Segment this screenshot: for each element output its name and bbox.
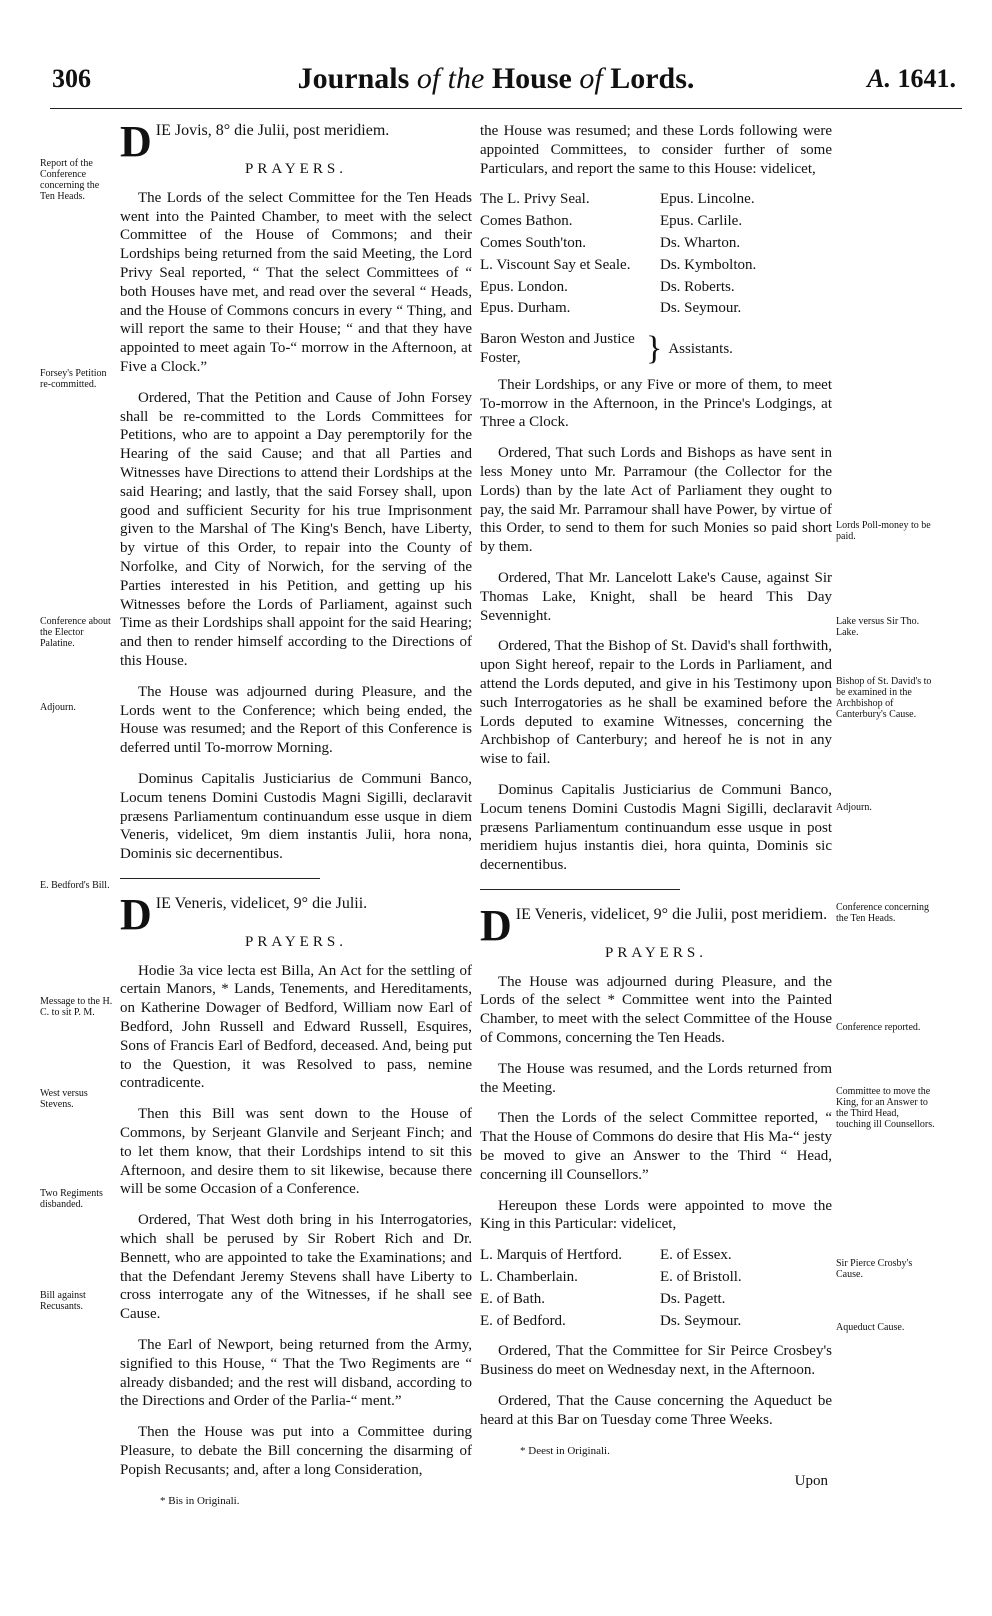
paragraph: Dominus Capitalis Justiciarius de Communi Banco, Locum tenens Domini Custodis Magni Sigilli, declaravit præsens Parliamentum continuandum esse usque in diem Veneris, videlicet, 9m diem instantis Julii, hora nona, Dominis sic decernentibus. [120, 770, 472, 863]
header-rule [50, 108, 962, 109]
mover: L. Chamberlain. [480, 1269, 578, 1286]
committee-member: Ds. Roberts. [660, 278, 735, 295]
margin-note: Report of the Conference concerning the Ten Heads. [40, 158, 100, 202]
paragraph: Their Lordships, or any Five or more of them, to meet To-morrow in the Afternoon, in the Prince's Lodgings, at Three a Clock. [480, 376, 832, 431]
paragraph: Ordered, That West doth bring in his Interrogatories, which shall be perused by Sir Robert Rich and Dr. Bennett, who are appointed to take the Examinations; and that the Defendant Jeremy Stevens shall have Liberty to cross interrogate any of the Witnesses, if he shall see Cause. [120, 1212, 472, 1323]
margin-note: Two Regiments disbanded. [40, 1188, 103, 1210]
committee-member: Epus. Durham. [480, 300, 571, 317]
assistants-names: Baron Weston and Justice Foster, [480, 331, 635, 366]
paragraph: The House was resumed, and the Lords returned from the Meeting. [480, 1060, 832, 1096]
committee-member: Ds. Wharton. [660, 234, 741, 251]
margin-note: Forsey's Petition re-committed. [40, 368, 107, 390]
paragraph: Ordered, That the Cause concerning the Aqueduct be heard at this Bar on Tuesday come Three Weeks. [480, 1393, 832, 1428]
paragraph: Ordered, That the Bishop of St. David's shall forthwith, upon Sight hereof, repair to the Lords in Parliament, and attend the Lords deputed, and give in his Testimony upon such Interrogatories as he shall be examined before the Lords deputed to examine Witnesses, concerning the Archbishop of Canterbury; and hereof he is not in any wise to fail. [480, 638, 832, 768]
page-header [0, 60, 992, 106]
mover: Ds. Seymour. [660, 1312, 742, 1329]
margin-note: Adjourn. [40, 702, 76, 713]
section-heading: D IE Veneris, videlicet, 9° die Julii. [120, 889, 368, 939]
committee-member: Epus. Lincolne. [660, 191, 755, 208]
paragraph: The House was adjourned during Pleasure, and the Lords of the select * Committee went into the Painted Chamber, to meet with the select Committee of the House of Commons, concerning the Ten Heads. [480, 973, 832, 1047]
paragraph: Then this Bill was sent down to the House of Commons, by Serjeant Glanvile and Serjeant Finch; and to let them know, that their Lordships intend to sit this Afternoon, and desire them to sit likewise, because there will be some Occasion of a Conference. [120, 1106, 472, 1198]
section-rule [480, 889, 680, 890]
margin-note: Conference about the Elector Palatine. [40, 616, 111, 649]
committee-member: L. Viscount Say et Seale. [480, 256, 631, 273]
footnote: * Bis in Originali. [160, 1494, 240, 1507]
assistants-label: Assistants. [668, 340, 733, 357]
mover: L. Marquis of Hertford. [480, 1247, 623, 1264]
paragraph: The House was adjourned during Pleasure, and the Lords went to the Conference; which being ended, the House was resumed; and the Report of this Conference is deferred until To-morrow Morning. [120, 683, 472, 757]
paragraph: Ordered, That Mr. Lancelott Lake's Cause, against Sir Thomas Lake, Knight, shall be heard This Day Sevennight. [480, 569, 832, 624]
journal-title: Journals of the House of Lords. [297, 62, 695, 95]
year-label: A. 1641. [867, 64, 956, 93]
brace: } [646, 329, 663, 367]
mover: E. of Bristoll. [660, 1269, 742, 1286]
prayers-heading: PRAYERS. [605, 944, 707, 961]
paragraph: Hereupon these Lords were appointed to move the King in this Particular: videlicet, [480, 1197, 832, 1233]
mover: Ds. Pagett. [660, 1290, 726, 1307]
movers-list [480, 1246, 832, 1330]
paragraph: The Lords of the select Committee for the Ten Heads went into the Painted Chamber, to meet with the select Committee of the House of Commons; and their Lordships being returned from the said Meeting, the Lord Privy Seal reported, “ That the select Committees of “ both Houses have met, and read over the several “ Heads, and the House of Commons concurs in every “ Thing, and will report the same to their House; “ and that they have appointed to meet again To-“ morrow in the Afternoon, at Five a Clock.” [120, 189, 472, 375]
paragraph: Ordered, That such Lords and Bishops as have sent in less Money unto Mr. Parramour (the Collector for the Lords) than by the late Act of Parliament they ought to pay, the said Mr. Parramour shall have Power, by virtue of this Order, to send to them for such Monies so paid short by them. [480, 445, 832, 556]
committee-member: Epus. London. [480, 278, 568, 295]
margin-note: E. Bedford's Bill. [40, 880, 110, 891]
committee-member: The L. Privy Seal. [480, 191, 590, 208]
margin-note: Lords Poll-money to be paid. [836, 520, 931, 542]
margin-note: Conference concerning the Ten Heads. [836, 902, 930, 924]
paragraph: Then the House was put into a Committee during Pleasure, to debate the Bill concerning the disarming of Popish Recusants; and, after a long Consideration, [120, 1424, 472, 1478]
section-heading: D IE Veneris, videlicet, 9° die Julii, post meridiem. [480, 900, 828, 950]
drop-cap: D [480, 900, 512, 950]
margin-note: Bill against Recusants. [40, 1290, 86, 1312]
committee-member: Comes Bathon. [480, 213, 573, 230]
section-rule [120, 878, 320, 879]
committee-member: Epus. Carlile. [660, 213, 743, 230]
paragraph: The Earl of Newport, being returned from the Army, signified to this House, “ That the Two Regiments are “ already disbanded; and the rest will disband, according to the Directions and Order of the Parlia-“ ment.” [120, 1337, 472, 1410]
prayers-heading: PRAYERS. [245, 161, 347, 177]
assistants-group [480, 330, 832, 368]
margin-note: Conference reported. [836, 1022, 921, 1033]
margin-note: Committee to move the King, for an Answer to the Third Head, touching ill Counsellors. [836, 1086, 935, 1130]
mover: E. of Bath. [480, 1290, 545, 1307]
margin-note: Lake versus Sir Tho. Lake. [836, 616, 920, 638]
section-heading: D IE Jovis, 8° die Julii, post meridiem. [120, 117, 390, 166]
paragraph: Dominus Capitalis Justiciarius de Communi Banco, Locum tenens Domini Custodis Magni Sigilli, declaravit præsens Parliamentum continuandum esse usque in post meridiem hujus instantis diei, hora quinta, Dominis sic decernentibus. [480, 781, 832, 874]
paragraph: Ordered, That the Petition and Cause of John Forsey shall be re-committed to the Lords Committees for Petitions, who are to appoint a Day peremptorily for the Hearing of the said Cause; and that all Parties and Witnesses have Directions to attend their Lordships at the said Hearing; and lastly, that the said Forsey shall, upon good and sufficient Security for his true Imprisonment given to the Marshal of The King's Bench, have Liberty, by virtue of this Order, to repair into the County of Norfolke, and City of Norwich, for the serving of the Parties interested in his Petition, and getting up his Witnesses before the Lords of Parliament, against such Time as their Lordships shall appoint for the said Hearing; and then to render himself according to the Directions of this House. [120, 389, 472, 669]
catchword: Upon [794, 1473, 828, 1490]
committee-member: Comes South'ton. [480, 234, 587, 251]
page-number: 306 [52, 64, 91, 93]
mover: E. of Essex. [660, 1247, 732, 1264]
committee-member: Ds. Seymour. [660, 300, 742, 317]
paragraph: the House was resumed; and these Lords following were appointed Committees, to consider further of some Particulars, and report the same to this House: videlicet, [480, 123, 832, 177]
committee-member: Ds. Kymbolton. [660, 256, 757, 273]
prayers-heading: PRAYERS. [245, 933, 347, 950]
margin-note: West versus Stevens. [40, 1088, 88, 1110]
margin-note: Message to the H. C. to sit P. M. [40, 996, 113, 1018]
margin-note: Aqueduct Cause. [836, 1322, 905, 1333]
footnote: * Deest in Originali. [520, 1444, 610, 1457]
drop-cap: D [120, 117, 152, 166]
drop-cap: D [120, 889, 152, 939]
paragraph: Hodie 3a vice lecta est Billa, An Act for the settling of certain Manors, * Lands, Tenements, and Hereditaments, on Katherine Dowager of Bedford, William now Earl of Bedford, John Russell and Edward Russell, Esquires, Sons of Francis Earl of Bedford, deceased. And, being put to the Question, it was Resolved to pass, nemine contradicente. [120, 962, 472, 1092]
margin-note: Bishop of St. David's to be examined in the Archbishop of Canterbury's Cause. [836, 676, 932, 720]
committee-list [480, 190, 832, 318]
paragraph: Then the Lords of the select Committee reported, “ That the House of Commons do desire that His Ma-“ jesty be moved to give an Answer to the Third “ Head, concerning ill Counsellors.” [480, 1110, 832, 1183]
margin-note: Adjourn. [836, 802, 872, 813]
mover: E. of Bedford. [480, 1312, 566, 1329]
left-column [120, 117, 472, 1510]
margin-note: Sir Pierce Crosby's Cause. [836, 1258, 913, 1280]
right-column [480, 122, 832, 1491]
paragraph: Ordered, That the Committee for Sir Peirce Crosbey's Business do meet on Wednesday next, in the Afternoon. [480, 1343, 832, 1379]
